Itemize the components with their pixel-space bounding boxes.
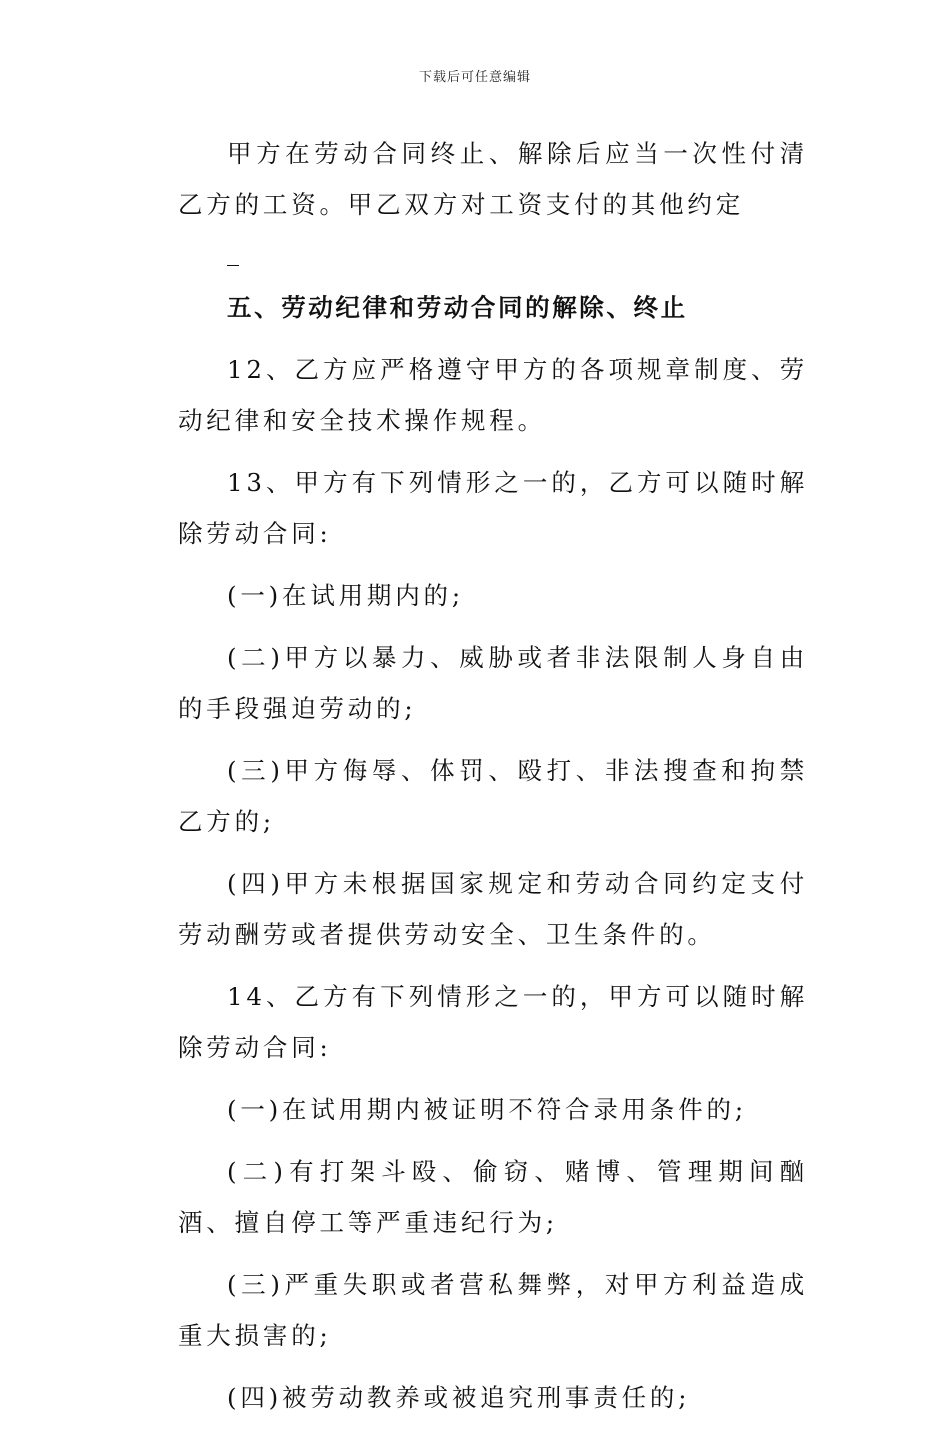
clause-14: 14、乙方有下列情形之一的，甲方可以随时解除劳动合同: [178, 982, 808, 1062]
clause-14-item-4: (四)被劳动教养或被追究刑事责任的; [227, 1383, 691, 1412]
clause-14-item-1: (一)在试用期内被证明不符合录用条件的; [227, 1095, 747, 1124]
document-body [178, 128, 808, 1434]
clause-13-item-4: (四)甲方未根据国家规定和劳动合同约定支付劳动酬劳或者提供劳动安全、卫生条件的。 [178, 869, 808, 949]
clause-12: 12、乙方应严格遵守甲方的各项规章制度、劳动纪律和安全技术操作规程。 [178, 355, 808, 435]
fill-in-blank-line [227, 235, 808, 274]
paragraph-wage-settlement: 甲方在劳动合同终止、解除后应当一次性付清乙方的工资。甲乙双方对工资支付的其他约定 [178, 139, 808, 219]
clause-13: 13、甲方有下列情形之一的，乙方可以随时解除劳动合同: [178, 468, 808, 548]
clause-13-item-2: (二)甲方以暴力、威胁或者非法限制人身自由的手段强迫劳动的; [178, 643, 808, 723]
clause-14-item-2: (二)有打架斗殴、偷窃、赌博、管理期间酗酒、擅自停工等严重违纪行为; [178, 1157, 808, 1237]
section-5-heading: 五、劳动纪律和劳动合同的解除、终止 [227, 293, 688, 322]
clause-13-item-3: (三)甲方侮辱、体罚、殴打、非法搜查和拘禁乙方的; [178, 756, 808, 836]
clause-13-item-1: (一)在试用期内的; [227, 581, 464, 610]
clause-14-item-3: (三)严重失职或者营私舞弊，对甲方利益造成重大损害的; [178, 1270, 808, 1350]
page-header-note: 下载后可任意编辑 [418, 70, 531, 85]
